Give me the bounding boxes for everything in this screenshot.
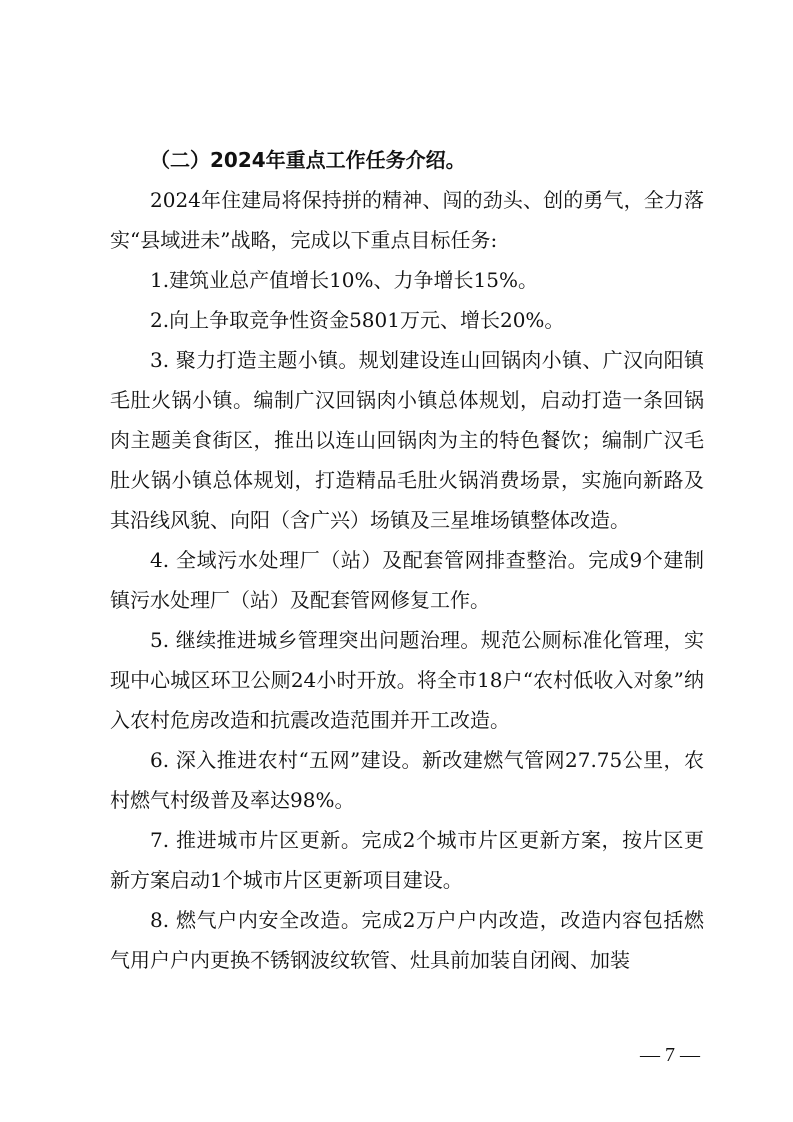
paragraph-item-4: 4. 全域污水处理厂（站）及配套管网排查整治。完成9个建制镇污水处理厂（站）及配套管网修复工作。 [110, 548, 704, 612]
page-number: — 7 — [640, 1044, 700, 1066]
paragraph-item-7: 7. 推进城市片区更新。完成2个城市片区更新方案，按片区更新方案启动1个城市片区更新项目建设。 [110, 828, 704, 892]
section-heading: （二）2024年重点工作任务介绍。 [150, 148, 466, 172]
paragraph-item-6: 6. 深入推进农村“五网”建设。新改建燃气管网27.75公里，农村燃气村级普及率达98%。 [110, 748, 704, 812]
paragraph-item-2: 2.向上争取竞争性资金5801万元、增长20%。 [150, 308, 565, 332]
paragraph-item-5: 5. 继续推进城乡管理突出问题治理。规范公厕标准化管理，实现中心城区环卫公厕24小时开放。将全市18户“农村低收入对象”纳入农村危房改造和抗震改造范围并开工改造。 [110, 628, 704, 732]
paragraph-intro: 2024年住建局将保持拼的精神、闯的劲头、创的勇气，全力落实“县域进未”战略，完成以下重点目标任务: [110, 188, 704, 252]
paragraph-item-1: 1.建筑业总产值增长10%、力争增长15%。 [150, 268, 538, 292]
paragraph-item-3: 3. 聚力打造主题小镇。规划建设连山回锅肉小镇、广汉向阳镇毛肚火锅小镇。编制广汉回锅肉小镇总体规划，启动打造一条回锅肉主题美食街区，推出以连山回锅肉为主的特色餐饮；编制广汉毛肚火锅小镇总体规划，打造精品毛肚火锅消费场景，实施向新路及其沿线风貌、向阳（含广兴）场镇及三星堆场镇整体改造。 [110, 348, 704, 532]
paragraph-item-8: 8. 燃气户内安全改造。完成2万户户内改造，改造内容包括燃气用户户内更换不锈钢波纹软管、灶具前加装自闭阀、加装 [110, 908, 704, 972]
document-body [110, 140, 704, 980]
